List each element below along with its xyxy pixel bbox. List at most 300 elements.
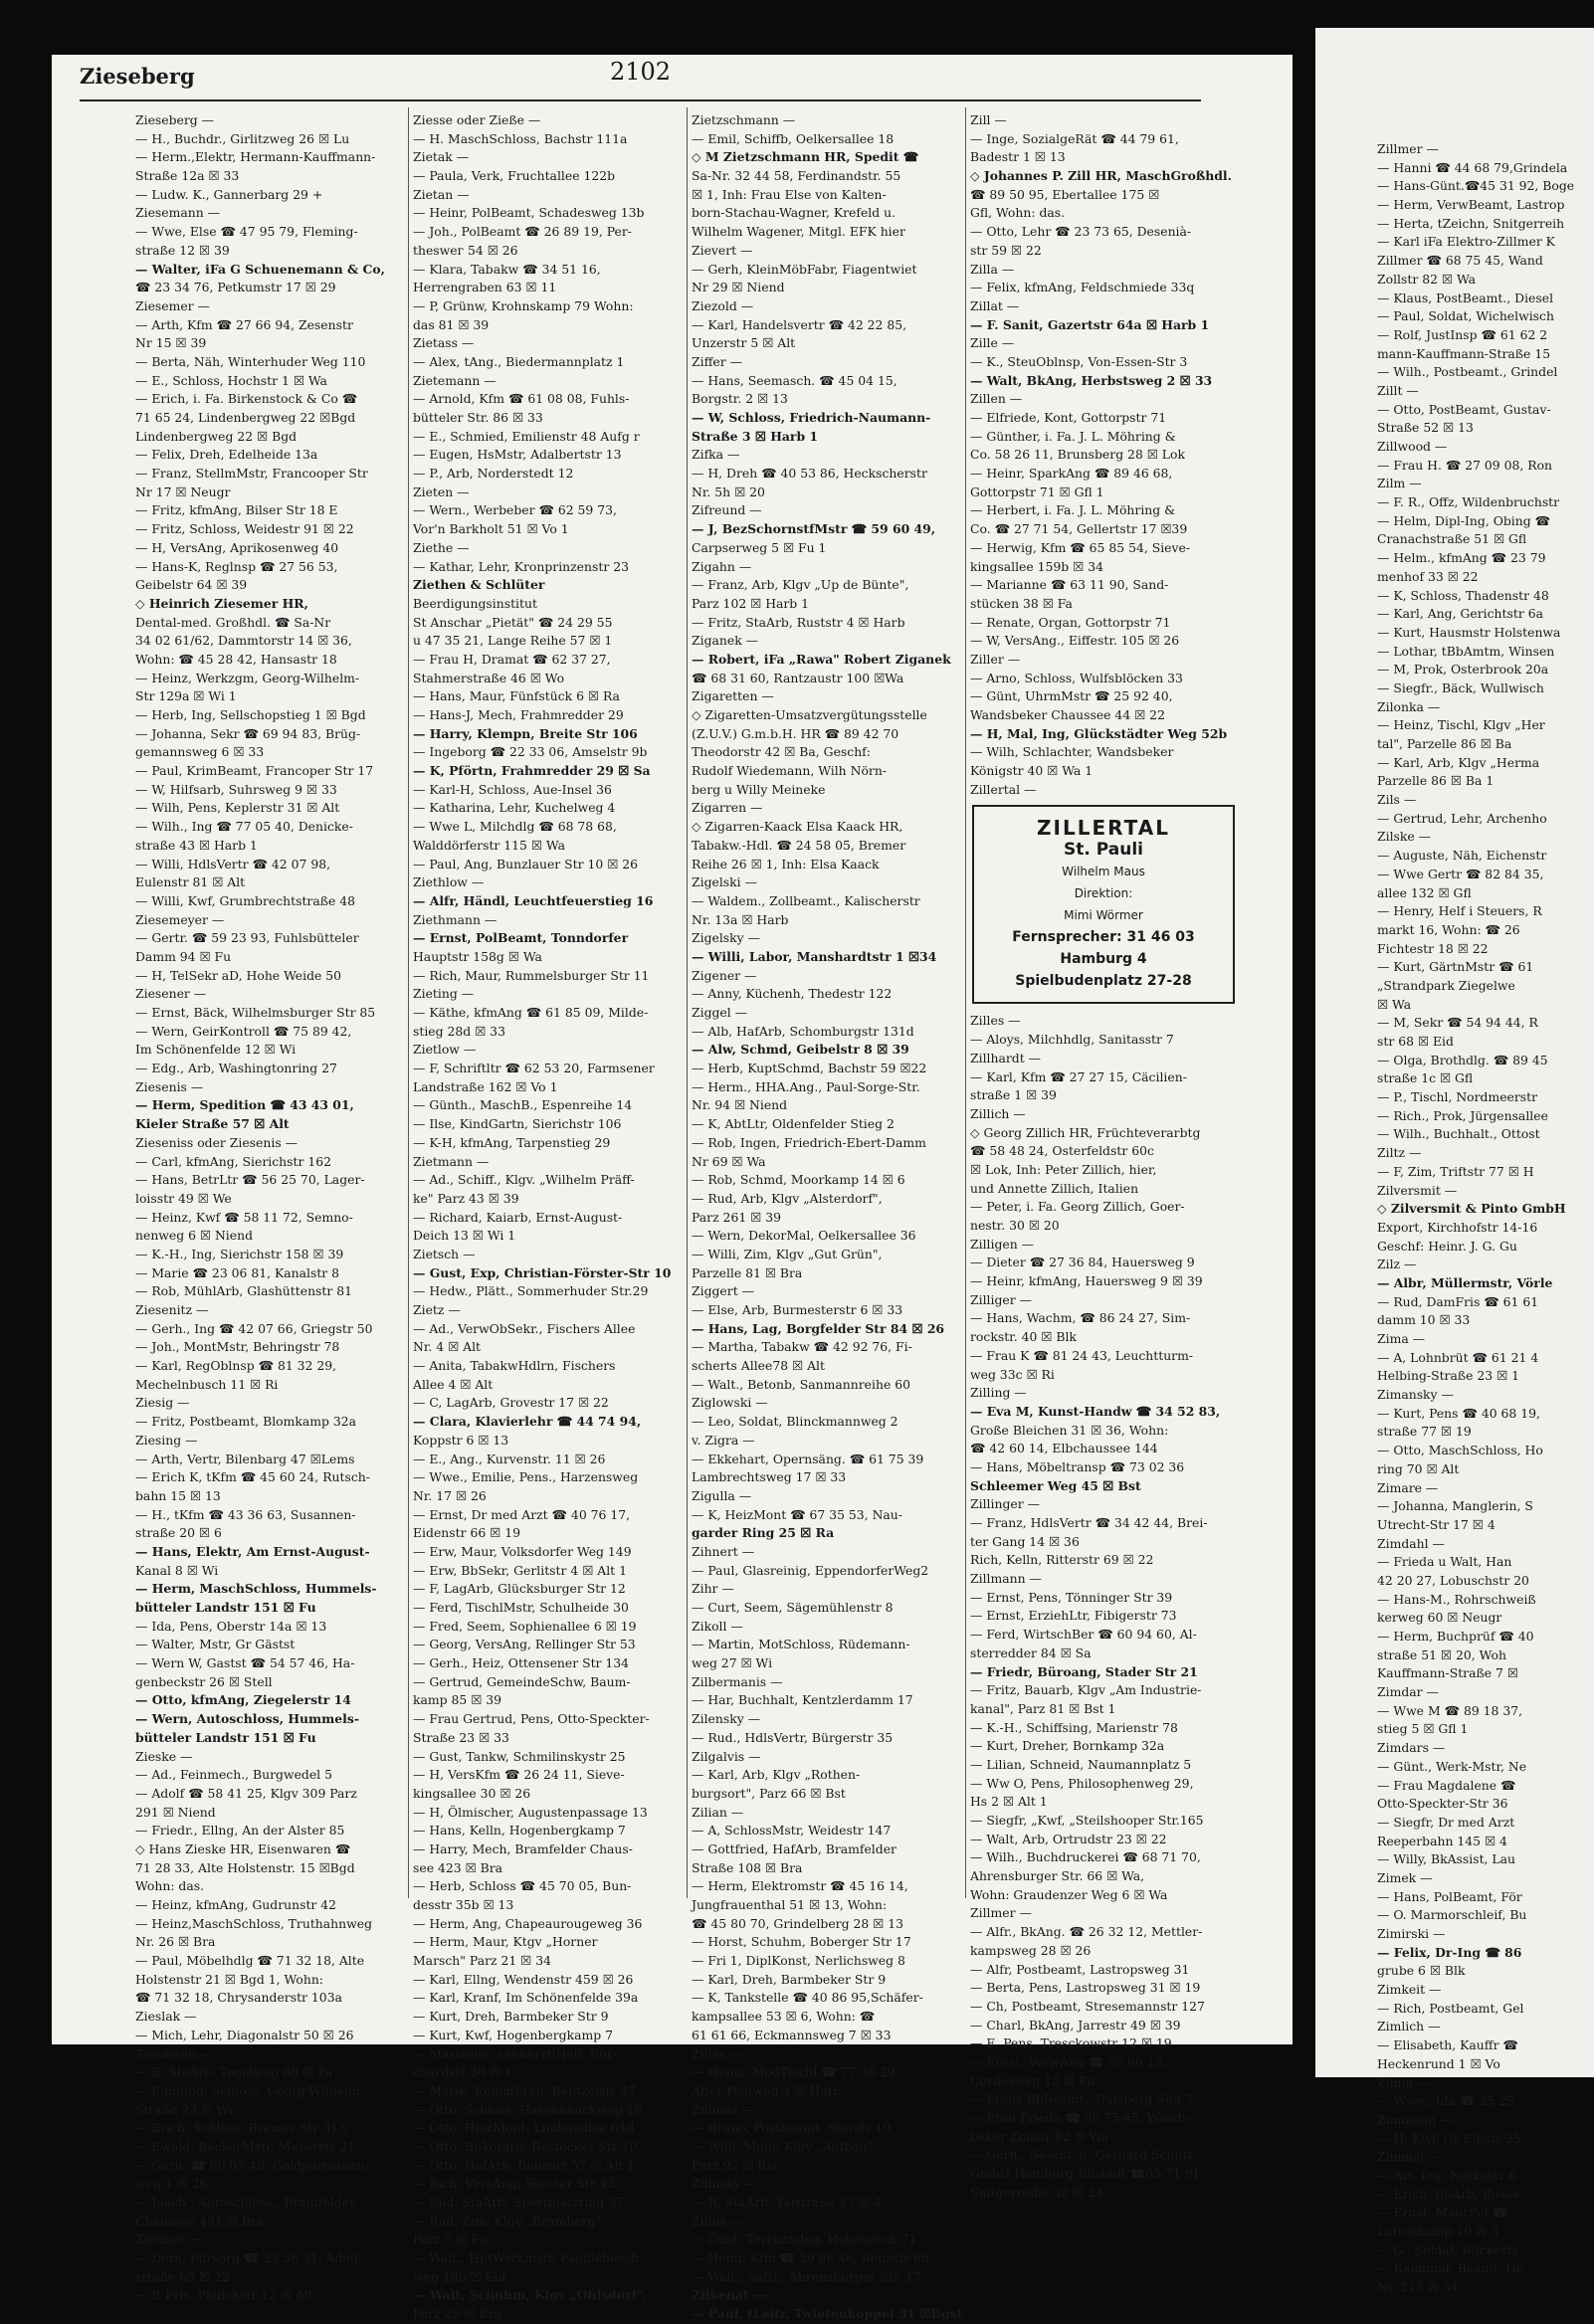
- directory-entry: Nr. 4 ☒ Alt: [413, 1339, 482, 1355]
- directory-entry: — Edmund, Schloss, Georg-Wilhelm-: [135, 2082, 364, 2098]
- directory-entry: Beerdigungsinstitut: [413, 595, 537, 611]
- directory-entry: — Ewald, BäckerMstr, Meyerstr 21: [135, 2138, 356, 2154]
- ad-owner: Wilhelm Maus: [1062, 865, 1145, 879]
- directory-entry: Kauffmann-Straße 7 ☒: [1377, 1665, 1518, 1681]
- directory-entry: — Rich, VersAng, Soester Str 43: [413, 2176, 616, 2192]
- directory-entry: straße 1c ☒ Gfl: [1377, 1070, 1474, 1086]
- directory-entry: — Hans, PolBeamt, För: [1377, 1888, 1522, 1904]
- directory-entry: Reeperbahn 145 ☒ 4: [1377, 1833, 1507, 1848]
- surname-heading: Ziltz —: [1377, 1145, 1422, 1161]
- directory-entry: — Herm, Ang, Chapeaurougeweg 36: [413, 1915, 643, 1931]
- directory-entry: Lambrechtsweg 17 ☒ 33: [692, 1469, 847, 1485]
- directory-entry: — Ww O, Pens, Philosophenweg 29,: [970, 1775, 1194, 1791]
- directory-entry: — Arnold, Kfm ☎ 61 08 08, Fuhls-: [413, 391, 630, 407]
- directory-entry: — Paul, Ang, Bunzlauer Str 10 ☒ 26: [413, 856, 639, 872]
- directory-entry: — Walt., Betonb, Sanmannreihe 60: [692, 1376, 910, 1392]
- directory-entry: — E., Ang., Kurvenstr. 11 ☒ 26: [413, 1451, 606, 1466]
- directory-entry: — H, Ölmischer, Augustenpassage 13: [413, 1804, 648, 1820]
- directory-entry: stieg 28d ☒ 33: [413, 1023, 505, 1039]
- directory-entry: — Herbert, i. Fa. J. L. Möhring &: [970, 502, 1176, 518]
- directory-entry: — Hans, Elektr, Am Ernst-August-: [135, 1543, 370, 1559]
- directory-entry: Parz 261 ☒ 39: [692, 1209, 781, 1225]
- directory-entry: Koppstr 6 ☒ 13: [413, 1432, 509, 1448]
- directory-entry: (Z.U.V.) G.m.b.H. HR ☎ 89 42 70: [692, 725, 899, 741]
- directory-entry: ☎ 23 34 76, Petkumstr 17 ☒ 29: [135, 280, 336, 295]
- directory-entry: — H, Dreh ☎ 40 53 86, Heckscherstr: [692, 466, 927, 482]
- surname-heading: Ziesmann —: [135, 2045, 213, 2061]
- surname-heading: Zietz —: [413, 1302, 461, 1317]
- surname-heading: Zimare —: [1377, 1479, 1439, 1495]
- directory-entry: — Kurt, Dreher, Bornkamp 32a: [970, 1738, 1165, 1754]
- directory-entry: Nr 17 ☒ Neugr: [135, 484, 231, 499]
- directory-entry: — Fred, Seem, Sophienallee 6 ☒ 19: [413, 1618, 637, 1634]
- directory-entry: — Paul, Möbelhdlg ☎ 71 32 18, Alte: [135, 1953, 365, 1969]
- directory-entry: — Inge, SozialgeRät ☎ 44 79 61,: [970, 130, 1179, 146]
- directory-entry: ☎ 89 50 95, Ebertallee 175 ☒: [970, 186, 1160, 202]
- directory-entry: — O. Marmorschleif, Bu: [1377, 1907, 1527, 1923]
- column-divider: [965, 107, 966, 1898]
- directory-entry: — Günt., Werk-Mstr, Ne: [1377, 1758, 1527, 1774]
- directory-entry: — F. R., Offz, Wildenbruchstr: [1377, 494, 1560, 510]
- directory-column-3: [692, 111, 963, 2324]
- directory-entry: — Siegfr, Dr med Arzt: [1377, 1814, 1515, 1830]
- surname-heading: Zieseniss oder Ziesenis —: [135, 1134, 299, 1150]
- surname-heading: Zilz —: [1377, 1257, 1417, 1272]
- surname-heading: Zilian —: [692, 1804, 744, 1820]
- directory-entry: — Emil, Schiffb, Oelkersallee 18: [692, 130, 895, 146]
- surname-heading: Zilensky —: [692, 1711, 761, 1727]
- directory-entry: — Arth, Kfm ☎ 27 66 94, Zesenstr: [135, 316, 353, 332]
- surname-heading: Ziggel —: [692, 1005, 748, 1020]
- directory-entry: — Erw, Maur, Volksdorfer Weg 149: [413, 1543, 632, 1559]
- directory-entry: — Erich, Schloss, Bremer Str 313: [135, 2120, 346, 2136]
- directory-entry: kanal", Parz 81 ☒ Bst 1: [970, 1700, 1116, 1716]
- directory-entry: Rich, Kelln, Ritterstr 69 ☒ 22: [970, 1552, 1154, 1568]
- directory-entry: Wohn: das.: [135, 1878, 205, 1894]
- directory-entry: — Ernst, ErziehLtr, Fibigerstr 73: [970, 1608, 1177, 1624]
- surname-heading: Zilbermanis —: [692, 1673, 783, 1689]
- directory-entry: Allee 4 ☒ Alt: [413, 1376, 494, 1392]
- directory-entry: — Wilh, Schlachter, Wandsbeker: [970, 744, 1174, 760]
- directory-entry: — Günt, Terrazzoleg, Hohenesch 71: [692, 2231, 917, 2247]
- directory-entry: — Marianne, zahnärztlHelf, Bur-: [413, 2045, 617, 2061]
- directory-entry: Gottorpstr 71 ☒ Gfl 1: [970, 484, 1104, 499]
- directory-entry: — Hans, Lag, Borgfelder Str 84 ☒ 26: [692, 1320, 945, 1336]
- directory-entry: — Alfr, Postbeamt, Lastropsweg 31: [970, 1961, 1190, 1977]
- directory-entry: mann-Kauffmann-Straße 15: [1377, 345, 1551, 361]
- directory-entry: — Herm, Spedition ☎ 43 43 01,: [135, 1097, 354, 1113]
- surname-heading: Ziffer —: [692, 353, 742, 369]
- directory-entry: — Herm, Maur, Ktgv „Horner: [413, 1934, 598, 1950]
- directory-entry: Im Schönenfelde 12 ☒ Wi: [135, 1042, 297, 1058]
- directory-entry: — F. Sanit, Gazertstr 64a ☒ Harb 1: [970, 316, 1210, 332]
- directory-entry: — Erich, i. Fa. Birkenstock & Co ☎: [135, 391, 358, 407]
- directory-entry: — Berta, Pens, Lastropsweg 31 ☒ 19: [970, 1980, 1201, 1996]
- directory-entry: Fichtestr 18 ☒ 22: [1377, 940, 1489, 956]
- directory-entry: — Hanni ☎ 44 68 79,Grindela: [1377, 159, 1568, 175]
- surname-heading: Zils —: [1377, 792, 1417, 808]
- directory-entry: — Siegfr, „Kwf, „Steilshooper Str.165: [970, 1813, 1204, 1828]
- directory-entry: Zillmer ☎ 68 75 45, Wand: [1377, 253, 1543, 269]
- directory-entry: Damm 94 ☒ Fu: [135, 948, 232, 964]
- directory-entry: — Anita, TabakwHdlrn, Fischers: [413, 1358, 616, 1374]
- surname-heading: Zillhardt —: [970, 1050, 1042, 1065]
- directory-entry: — Waldem., Zollbeamt., Kalischerstr: [692, 892, 920, 908]
- directory-entry: — Arno, Schloss, Wulfsblöcken 33: [970, 670, 1183, 685]
- directory-entry: — Paul, Soldat, Wichelwisch: [1377, 308, 1554, 324]
- directory-entry: — Franz, Arb, Klgv „Up de Bünte",: [692, 577, 909, 593]
- directory-entry: — E, Pens, Tresckowstr 12 ☒ 19: [970, 2035, 1172, 2051]
- surname-heading: Zimansky —: [1377, 1387, 1454, 1403]
- directory-entry: Nr. 26 ☒ Bra: [135, 1934, 216, 1950]
- surname-heading: Ziesmer —: [135, 2231, 203, 2247]
- directory-entry: — Friedr, Büroang, Stader Str 21: [970, 1663, 1198, 1679]
- directory-entry: Str 129a ☒ Wi 1: [135, 688, 237, 704]
- surname-heading: Zikoll —: [692, 1618, 743, 1634]
- directory-entry: 71 28 33, Alte Holstenstr. 15 ☒Bgd: [135, 1859, 355, 1875]
- directory-entry: 71 65 24, Lindenbergweg 22 ☒Bgd: [135, 410, 356, 425]
- directory-entry: — Clara, Klavierlehr ☎ 44 74 94,: [413, 1414, 642, 1430]
- directory-entry: — Felix, Dr-Ing ☎ 86: [1377, 1944, 1522, 1960]
- directory-entry: — E., Schmied, Emilienstr 48 Aufg r: [413, 428, 640, 444]
- directory-entry: „Strandpark Ziegelwe: [1377, 977, 1515, 993]
- directory-entry: ◇ Heinrich Ziesemer HR,: [135, 595, 308, 611]
- surname-heading: Ziesener —: [135, 986, 207, 1002]
- directory-entry: Ziethen & Schlüter: [413, 577, 545, 593]
- directory-entry: — Herm., HHA.Ang., Paul-Sorge-Str.: [692, 1078, 920, 1094]
- directory-entry: bütteler Landstr 151 ☒ Fu: [135, 1729, 316, 1745]
- surname-heading: Zillertal —: [970, 781, 1037, 797]
- directory-entry: — Frau Magdalene ☎: [1377, 1777, 1516, 1793]
- directory-entry: — Gerh., Heiz, Ottensener Str 134: [413, 1655, 630, 1671]
- directory-entry: — Herm, Buchprüf ☎ 40: [1377, 1629, 1534, 1644]
- surname-heading: Ziglowski —: [692, 1395, 768, 1411]
- directory-entry: — Wwe., Emilie, Pens., Harzensweg: [413, 1469, 639, 1485]
- directory-entry: ☎ 68 31 60, Rantzaustr 100 ☒Wa: [692, 670, 904, 685]
- directory-entry: — Joach., Autoschloss., Bramfelder: [135, 2195, 355, 2210]
- directory-entry: weg 18b ☒ Eid: [413, 2268, 506, 2284]
- directory-entry: — Wwe, Else ☎ 47 95 79, Fleming-: [135, 224, 358, 240]
- directory-entry: — Richard, Kaiarb, Ernst-August-: [413, 1209, 623, 1225]
- column-divider: [687, 107, 688, 1898]
- directory-entry: das 81 ☒ 39: [413, 316, 490, 332]
- directory-entry: — Heinr, PolBeamt, Schadesweg 13b: [413, 205, 645, 221]
- directory-entry: — Arth, Vertr, Bilenbarg 47 ☒Lems: [135, 1451, 355, 1466]
- directory-entry: — W, Hilfsarb, Suhrsweg 9 ☒ 33: [135, 781, 337, 797]
- directory-entry: — Paul, KrimBeamt, Francoper Str 17: [135, 763, 374, 779]
- directory-entry: Schleemer Weg 45 ☒ Bst: [970, 1477, 1141, 1493]
- surname-heading: Zilles —: [970, 1013, 1021, 1029]
- directory-entry: — Henry, Helf i Steuers, R: [1377, 903, 1542, 919]
- directory-entry: Herrengraben 63 ☒ 11: [413, 280, 557, 295]
- directory-entry: — Willi, Labor, Manshardtstr 1 ☒34: [692, 948, 937, 964]
- surname-heading: Zimek —: [1377, 1869, 1433, 1885]
- directory-entry: — Elisabeth, Kauffr ☎: [1377, 2037, 1518, 2053]
- directory-entry: ter Gang 14 ☒ 36: [970, 1533, 1080, 1549]
- directory-entry: — Franz, StellmMstr, Francooper Str: [135, 466, 368, 482]
- directory-entry: — Harry, Mech, Bramfelder Chaus-: [413, 1840, 633, 1856]
- directory-entry: 42 20 27, Lobuschstr 20: [1377, 1572, 1529, 1588]
- directory-entry: St Anschar „Pietät" ☎ 24 29 55: [413, 614, 613, 630]
- directory-entry: — W, VersAng., Eiffestr. 105 ☒ 26: [970, 633, 1180, 649]
- directory-entry: ◇ Georg Zillich HR, Früchteverarbtg: [970, 1124, 1201, 1140]
- directory-entry: Vor'n Barkholt 51 ☒ Vo 1: [413, 521, 569, 537]
- directory-entry: bütteler Landstr 151 ☒ Fu: [135, 1600, 316, 1615]
- page-number: 2102: [609, 58, 672, 86]
- surname-heading: Zilonka —: [1377, 698, 1441, 714]
- directory-entry: — Kurt, Pens ☎ 40 68 19,: [1377, 1405, 1540, 1421]
- directory-entry: kamp 85 ☒ 39: [413, 1692, 502, 1708]
- surname-heading: Zietlow —: [413, 1042, 477, 1058]
- directory-entry: — Curt, Seem, Sägemühlenstr 8: [692, 1600, 894, 1615]
- directory-entry: — Ludw. K., Gannerbarg 29 +: [135, 186, 323, 202]
- directory-entry: — H, VersAng, Aprikosenweg 40: [135, 539, 339, 555]
- surname-heading: Zilversmit —: [1377, 1182, 1458, 1198]
- directory-entry: — F, Schriftltr ☎ 62 53 20, Farmsener: [413, 1061, 655, 1076]
- directory-entry: — Herb, Schloss ☎ 45 70 05, Bun-: [413, 1878, 632, 1894]
- surname-heading: Ziethlow —: [413, 874, 485, 890]
- directory-entry: und Annette Zillich, Italien: [970, 1180, 1139, 1196]
- directory-entry: ☒ 1, Inh: Frau Else von Kalten-: [692, 186, 887, 202]
- directory-entry: Marsch" Parz 21 ☒ 34: [413, 1953, 551, 1969]
- directory-entry: — Wern, Autoschloss, Hummels-: [135, 1711, 359, 1727]
- directory-entry: Lattenkamp 10 ☒ 3: [1377, 2224, 1499, 2238]
- directory-entry: — Har, Buchhalt, Kentzlerdamm 17: [692, 1692, 913, 1708]
- directory-entry: weg 33c ☒ Ri: [970, 1366, 1055, 1382]
- directory-entry: — Gerh, KleinMöbFabr, Fiagentwiet: [692, 261, 917, 277]
- directory-entry: — Heinr, SparkAng ☎ 89 46 68,: [970, 466, 1173, 482]
- directory-entry: weg 1 ☒ 26: [135, 2176, 208, 2192]
- directory-entry: Hauptstr 158g ☒ Wa: [413, 948, 542, 964]
- directory-entry: — Heinr, kfmAng, Hauersweg 9 ☒ 39: [970, 1273, 1203, 1289]
- directory-entry: weg 27 ☒ Wi: [692, 1655, 773, 1671]
- surname-heading: Zille —: [970, 335, 1015, 351]
- directory-entry: — Hans, BetrLtr ☎ 56 25 70, Lager-: [135, 1172, 365, 1188]
- directory-column-2: [413, 111, 680, 2324]
- directory-entry: — Raimund, Beamt, He: [1377, 2260, 1524, 2276]
- directory-entry: — Kathar, Lehr, Kronprinzenstr 23: [413, 558, 629, 574]
- directory-entry: — Bruno, Postbeamt, Starstr 19: [692, 2120, 892, 2136]
- directory-entry: — Ekkehart, Opernsäng. ☎ 61 75 39: [692, 1451, 924, 1466]
- directory-entry: Jungfrauenthal 51 ☒ 13, Wohn:: [692, 1897, 888, 1912]
- directory-entry: — Lilian, Schneid, Naumannplatz 5: [970, 1756, 1192, 1772]
- directory-entry: — Otto, PostBeamt, Gustav-: [1377, 401, 1551, 417]
- directory-entry: — K, Schloss, Thadenstr 48: [1377, 587, 1549, 603]
- directory-entry: — Fritz, StaArb, Ruststr 4 ☒ Harb: [692, 614, 905, 630]
- directory-entry: — Willi, Zim, Klgv „Gut Grün",: [692, 1246, 883, 1261]
- directory-entry: — Katharina, Lehr, Kuchelweg 4: [413, 800, 616, 816]
- directory-entry: — Fritz, Bauarb, Klgv „Am Industrie-: [970, 1682, 1202, 1698]
- directory-entry: — Willi, Kwf, Grumbrechtstraße 48: [135, 892, 356, 908]
- directory-entry: beker Zollstr 82 ☒ Wa: [970, 2128, 1108, 2144]
- directory-entry: — Rich, Postbeamt, Gel: [1377, 2000, 1524, 2016]
- surname-heading: Zietsch —: [413, 1246, 476, 1261]
- directory-entry: straße 12 ☒ 39: [135, 242, 230, 258]
- directory-entry: — Herwig, Kfm ☎ 65 85 54, Sieve-: [970, 539, 1191, 555]
- directory-entry: Unzerstr 5 ☒ Alt: [692, 335, 796, 351]
- directory-entry: burgsort", Parz 66 ☒ Bst: [692, 1785, 846, 1801]
- directory-entry: — Karl, Dreh, Barmbeker Str 9: [692, 1971, 887, 1987]
- directory-entry: — Erw, BbSekr, Gerlitstr 4 ☒ Alt 1: [413, 1562, 627, 1578]
- directory-entry: Theodorstr 42 ☒ Ba, Geschf:: [692, 744, 871, 760]
- directory-entry: — Peter, i. Fa. Georg Zillich, Goer-: [970, 1199, 1185, 1215]
- directory-entry: — Karl-H, Schloss, Aue-Insel 36: [413, 781, 612, 797]
- directory-entry: Straße 108 ☒ Bra: [692, 1859, 803, 1875]
- directory-entry: — Joh., PolBeamt ☎ 26 89 19, Per-: [413, 224, 632, 240]
- surname-heading: Zilinski —: [692, 2101, 754, 2117]
- directory-entry: — Herm, VerwBeamt, Lastrop: [1377, 197, 1565, 213]
- surname-heading: Zilligen —: [970, 1236, 1035, 1252]
- directory-entry: str 68 ☒ Eid: [1377, 1034, 1454, 1049]
- directory-entry: theswег 54 ☒ 26: [413, 242, 518, 258]
- header-rule: [80, 99, 1201, 101]
- directory-entry: Kieler Straße 57 ☒ Alt: [135, 1116, 290, 1132]
- directory-entry: — H, Kwf, Gr Elbstr 25: [1377, 2130, 1521, 2146]
- directory-entry: ring 70 ☒ Alt: [1377, 1460, 1460, 1476]
- directory-entry: — H, VersKfm ☎ 26 24 11, Sieve-: [413, 1767, 625, 1783]
- directory-entry: — H., Buchdr., Girlitzweg 26 ☒ Lu: [135, 130, 350, 146]
- surname-heading: Ziesig —: [135, 1395, 190, 1411]
- directory-entry: kingsallee 159b ☒ 34: [970, 558, 1103, 574]
- ad-title: ZILLERTAL: [1037, 816, 1170, 841]
- directory-entry: — Eugen, HsMstr, Adalbertstr 13: [413, 447, 622, 463]
- directory-entry: — Fri 1, DiplKonst, Nerlichsweg 8: [692, 1953, 905, 1969]
- directory-entry: — Wilh., Buchhalt., Ottost: [1377, 1126, 1540, 1142]
- directory-entry: Hs 2 ☒ Alt 1: [970, 1794, 1048, 1810]
- directory-entry: — Willy, BkAssist, Lau: [1377, 1851, 1516, 1867]
- ad-direction-label: Direktion:: [1074, 886, 1133, 901]
- directory-entry: Wilhelm Wagener, Mitgl. EFK hier: [692, 224, 905, 240]
- directory-entry: — Wern W, Gastst ☎ 54 57 46, Ha-: [135, 1655, 355, 1671]
- directory-entry: — Gertrud, GemeindeSchw, Baum-: [413, 1673, 631, 1689]
- directory-entry: Export, Kirchhofstr 14-16: [1377, 1219, 1538, 1235]
- directory-entry: — Friedr., Ellng, An der Alster 85: [135, 1823, 345, 1839]
- directory-entry: — Robert, iFa „Rawa" Robert Ziganek: [692, 651, 951, 667]
- surname-heading: Ziezold —: [692, 297, 754, 313]
- directory-entry: — Ida, Pens, Oberstr 14a ☒ 13: [135, 1618, 327, 1634]
- directory-entry: — Rud, StaArb, Sportplatzring 37: [413, 2195, 625, 2210]
- directory-entry: Deich 13 ☒ Wi 1: [413, 1228, 516, 1244]
- directory-entry: — Karl, Kranf, Im Schönenfelde 39a: [413, 1990, 639, 2006]
- directory-entry: — P, Grünw, Krohnskamp 79 Wohn:: [413, 297, 634, 313]
- directory-entry: — Hans, Kelln, Hogenbergkamp 7: [413, 1823, 626, 1839]
- directory-entry: — Günt, UhrmMstr ☎ 25 92 40,: [970, 688, 1173, 704]
- directory-entry: Alter Postweg 4 ☒ Harb: [692, 2082, 842, 2098]
- directory-entry: 61 61 66, Eckmannsweg 7 ☒ 33: [692, 2027, 892, 2042]
- surname-heading: Zigelsky —: [692, 930, 760, 946]
- directory-entry: — Kurt, GärtnMstr ☎ 61: [1377, 959, 1534, 975]
- directory-entry: Zollstr 82 ☒ Wa: [1377, 271, 1476, 287]
- directory-entry: stücken 38 ☒ Fa: [970, 595, 1073, 611]
- directory-entry: — A, SchlossMstr, Weidestr 147: [692, 1823, 892, 1839]
- directory-entry: — Wern., Werbeber ☎ 62 59 73,: [413, 502, 617, 518]
- directory-entry: — Herm, Elektromstr ☎ 45 16 14,: [692, 1878, 908, 1894]
- directory-entry: scherts Allee78 ☒ Alt: [692, 1358, 825, 1374]
- directory-entry: — Kurt, Hausmstr Holstenwa: [1377, 624, 1561, 640]
- directory-entry: Ahrensburger Str. 66 ☒ Wa,: [970, 1868, 1145, 1884]
- directory-entry: Parz 102 ☒ Harb 1: [692, 595, 810, 611]
- directory-entry: — Alex, tAng., Biedermannplatz 1: [413, 353, 625, 369]
- surname-heading: Zietemann —: [413, 372, 497, 388]
- directory-entry: — Martin, MotSchloss, Rüdemann-: [692, 1637, 910, 1652]
- directory-entry: — P., Arb, Norderstedt 12: [413, 466, 574, 482]
- surname-heading: Zimmann —: [1377, 2111, 1453, 2127]
- directory-entry: — Otto, HafArb, Behnstr 57 ☒ Alt 1: [413, 2157, 636, 2173]
- directory-entry: straße 77 ☒ 19: [1377, 1424, 1472, 1440]
- directory-entry: — Heinz, Werkzgm, Georg-Wilhelm-: [135, 670, 360, 685]
- directory-entry: — K, HeizMont ☎ 67 35 53, Nau-: [692, 1506, 902, 1522]
- directory-entry: — Karl, Arb, Klgv „Rothen-: [692, 1767, 861, 1783]
- directory-entry: tal", Parzelle 86 ☒ Ba: [1377, 736, 1512, 751]
- directory-entry: ☎ 71 32 18, Chrysanderstr 103a: [135, 1990, 342, 2006]
- directory-entry: — Günther, i. Fa. J. L. Möhring &: [970, 428, 1176, 444]
- directory-entry: Eulenstr 81 ☒ Alt: [135, 874, 246, 890]
- directory-entry: Nr. 13a ☒ Harb: [692, 911, 789, 927]
- directory-entry: Straße 23 ☒ Wi: [135, 2101, 233, 2117]
- directory-entry: — P., Tischl, Nordmeerstr: [1377, 1089, 1538, 1105]
- directory-entry: — Ernst, MaurPol ☎: [1377, 2205, 1508, 2221]
- directory-entry: Straße 23 ☒ 33: [413, 1729, 509, 1745]
- directory-entry: — Ilse, KindGartn, Sierichstr 106: [413, 1116, 622, 1132]
- directory-entry: grube 6 ☒ Blk: [1377, 1963, 1466, 1979]
- directory-entry: — Käthe, kfmAng ☎ 61 85 09, Milde-: [413, 1005, 649, 1020]
- directory-entry: Heckenrund 1 ☒ Vo: [1377, 2055, 1500, 2071]
- directory-entry: — C, LagArb, Grovestr 17 ☒ 22: [413, 1395, 609, 1411]
- directory-entry: — Gerh., Geschf, d. Gerhard Schulz: [970, 2147, 1193, 2163]
- surname-heading: Zifreund —: [692, 502, 762, 518]
- directory-entry: — Anny, Küchenh, Thedestr 122: [692, 986, 893, 1002]
- directory-entry: Straße 52 ☒ 13: [1377, 420, 1474, 436]
- directory-entry: sterredder 84 ☒ Sa: [970, 1645, 1092, 1660]
- directory-entry: — K., SteuOblnsp, Von-Essen-Str 3: [970, 353, 1188, 369]
- directory-entry: loisstr 49 ☒ We: [135, 1190, 232, 1206]
- directory-entry: — Rob, MühlArb, Glashüttenstr 81: [135, 1283, 353, 1299]
- surname-heading: Zilkenat —: [692, 2287, 766, 2303]
- directory-entry: — Georg, VersAng, Rellinger Str 53: [413, 1637, 636, 1652]
- surname-heading: Zilliger —: [970, 1291, 1032, 1307]
- surname-heading: Zilske —: [1377, 829, 1432, 845]
- surname-heading: Zieting —: [413, 986, 475, 1002]
- directory-entry: — Rud, Zim, Klgv „Bramberg": [413, 2213, 602, 2228]
- surname-heading: Zillwood —: [1377, 439, 1448, 454]
- directory-entry: — Otto, Lehr ☎ 23 73 65, Desenià-: [970, 224, 1192, 240]
- directory-entry: — Karl iFa Elektro-Zillmer K: [1377, 234, 1555, 250]
- directory-entry: — Wilh, Pens, Keplerstr 31 ☒ Alt: [135, 800, 340, 816]
- directory-entry: Lindenbergweg 22 ☒ Bgd: [135, 428, 298, 444]
- right-page-column: [1377, 140, 1586, 2297]
- directory-entry: 34 02 61/62, Dammtorstr 14 ☒ 36,: [135, 633, 352, 649]
- directory-entry: markt 16, Wohn: ☎ 26: [1377, 921, 1520, 937]
- directory-entry: — W, Schloss, Friedrich-Naumann-: [692, 410, 931, 425]
- directory-entry: — Marie, ReinmFrau, Rentzelstr 47: [413, 2082, 637, 2098]
- directory-entry: Reihe 26 ☒ 1, Inh: Elsa Kaack: [692, 856, 880, 872]
- directory-entry: Cordesweg 15 ☒ Fu: [970, 2072, 1096, 2088]
- directory-entry: — Günth., MaschB., Espenreihe 14: [413, 1097, 633, 1113]
- directory-entry: — Carl, kfmAng, Sierichstr 162: [135, 1153, 331, 1169]
- directory-entry: Mechelnbusch 11 ☒ Ri: [135, 1376, 279, 1392]
- directory-entry: — F, LagArb, Glücksburger Str 12: [413, 1581, 626, 1597]
- surname-heading: Ziesemer —: [135, 297, 210, 313]
- directory-entry: kingsallee 30 ☒ 26: [413, 1785, 531, 1801]
- directory-entry: straße 69 ☒ 22: [135, 2268, 230, 2284]
- directory-entry: — Karl, Ellng, Wendenstr 459 ☒ 26: [413, 1971, 634, 1987]
- surname-heading: Ziesemeyer —: [135, 911, 225, 927]
- directory-entry: — Alw, Schmd, Geibelstr 8 ☒ 39: [692, 1042, 909, 1058]
- section-name: Zieseberg: [80, 64, 195, 89]
- directory-entry: Parzelle 86 ☒ Ba 1: [1377, 773, 1494, 789]
- directory-entry: — Ernst, PolBeamt, Tonndorfer: [413, 930, 629, 946]
- surname-heading: Zimdars —: [1377, 1740, 1446, 1756]
